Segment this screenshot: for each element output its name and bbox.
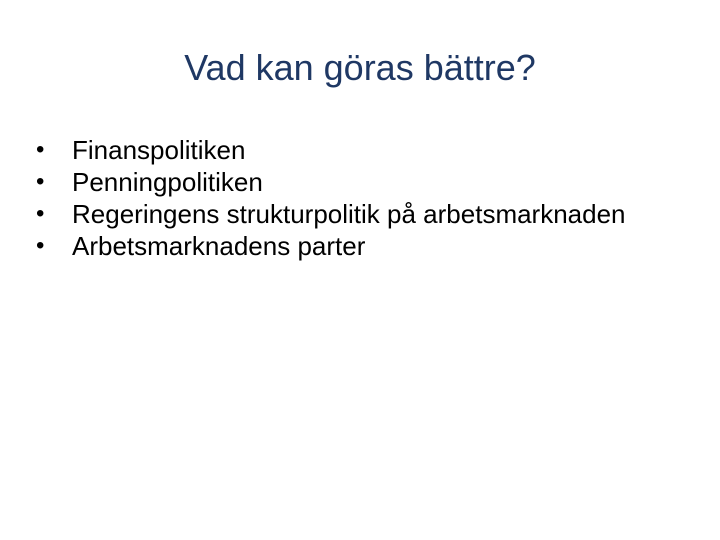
bullet-item-parter: [36, 230, 636, 262]
bullet-text: Arbetsmarknadens parter: [72, 231, 366, 261]
bullet-point-icon: •: [36, 168, 45, 195]
bullet-text: Penningpolitiken: [72, 167, 263, 197]
bullet-item-strukturpolitik: [36, 198, 636, 230]
bullet-text: Finanspolitiken: [72, 135, 246, 165]
bullet-point-icon: •: [36, 232, 45, 259]
bullet-point-icon: •: [36, 200, 45, 227]
bullet-text: Regeringens strukturpolitik på arbetsmarknaden: [72, 199, 626, 229]
slide-title: Vad kan göras bättre?: [184, 47, 536, 88]
bullet-list: [36, 134, 636, 262]
bullet-item-finanspolitiken: [36, 134, 636, 166]
bullet-point-icon: •: [36, 136, 45, 163]
bullet-item-penningpolitiken: [36, 166, 636, 198]
